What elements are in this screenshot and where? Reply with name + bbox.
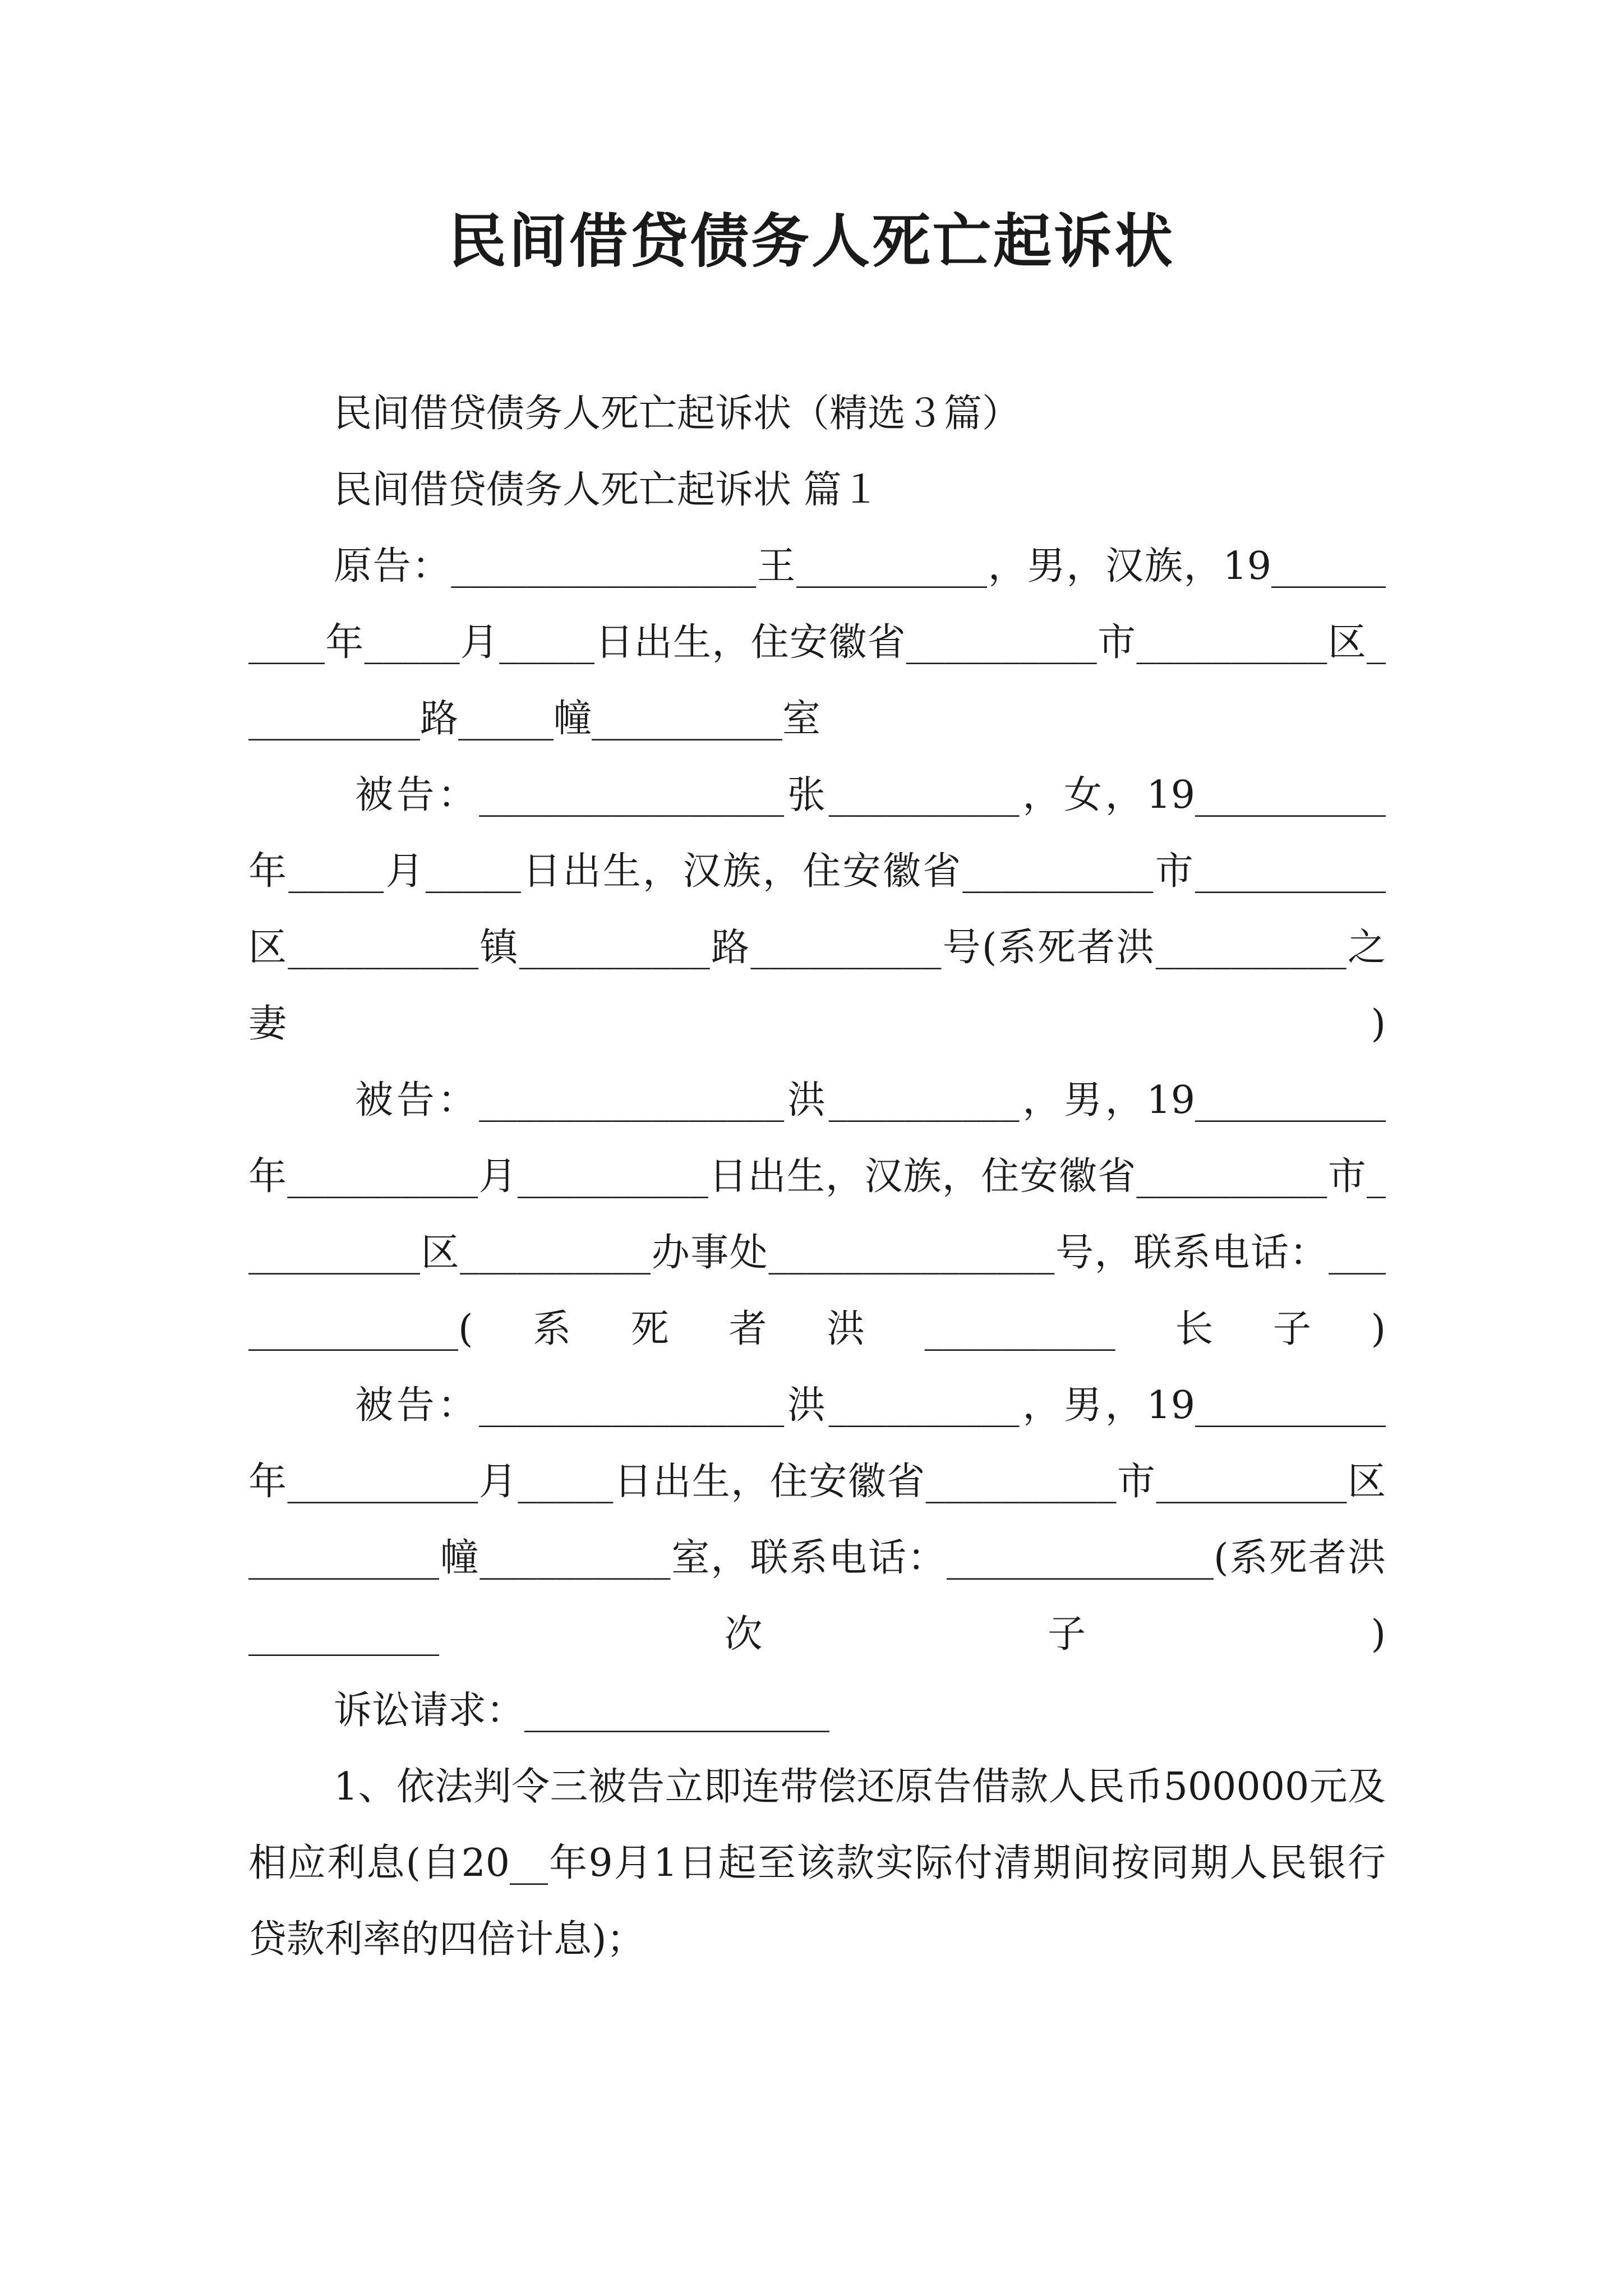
document-title: 民间借贷债务人死亡起诉状 <box>448 206 1175 275</box>
paragraph-collection-title: 民间借贷债务人死亡起诉状（精选３篇） <box>334 392 1021 436</box>
paragraph-section-heading: 民间借贷债务人死亡起诉状 篇１ <box>334 468 880 512</box>
paragraph-claims-heading: 诉讼请求：________________ <box>334 1688 830 1733</box>
paragraph-defendant-3: 被告：________________洪__________，男，19__________年__________月_____日出生，住安徽省__________市__________区__________幢__________室，联系电话：______________(系死者洪__________次子) <box>248 1383 1386 1657</box>
paragraph-claim-1: 1、依法判令三被告立即连带偿还原告借款人民币500000元及相应利息(自20__年9月1日起至该款实际付清期间按同期人民银行贷款利率的四倍计息)； <box>248 1765 1386 1962</box>
paragraph-plaintiff: 原告：________________王__________，男，汉族，19__________年_____月_____日出生，住安徽省__________市__________区__________路_____幢__________室 <box>248 544 1386 741</box>
paragraph-defendant-2: 被告：________________洪__________，男，19__________年__________月__________日出生，汉族，住安徽省__________市__________区__________办事处_______________号，联系电话：______________(系死者洪__________长子) <box>248 1078 1386 1351</box>
document-body <box>248 376 1386 1978</box>
paragraph-defendant-1: 被告：________________张__________，女，19__________年_____月_____日出生，汉族，住安徽省__________市__________区__________镇__________路__________号(系死者洪__________之妻) <box>248 773 1386 1046</box>
